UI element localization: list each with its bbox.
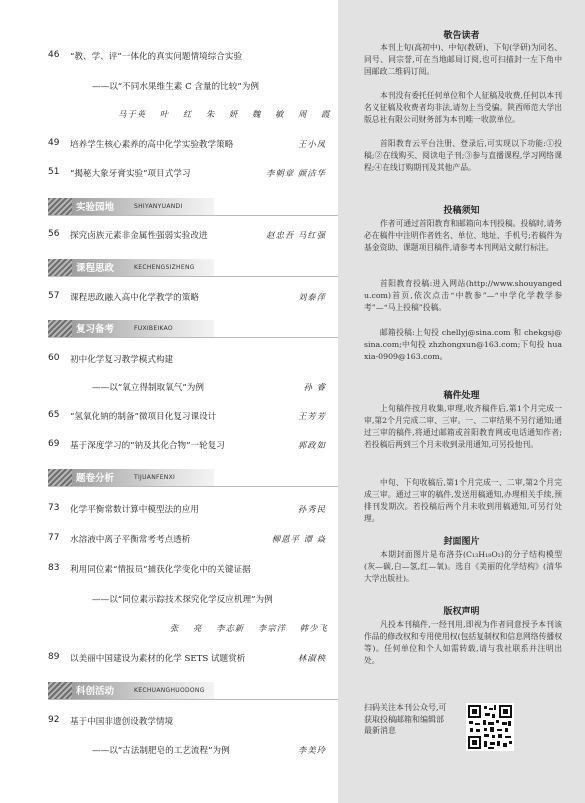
section-pinyin: KECHENGSIZHENG <box>134 264 195 271</box>
copyright-paragraph: 凡投本刊稿件,一经刊用,即视为作者同意授予本刊该作品的修改权和专用使用权(包括复制权和信息网络传播权等)。任何单位和个人如需转载,请与我社联系并注明出处。 <box>364 620 562 665</box>
section-title: 题卷分析 <box>76 473 115 484</box>
article-title: 课程思政融入高中化学教学的策略 <box>70 293 199 303</box>
submission-heading: 投稿须知 <box>443 206 480 216</box>
article-title: 基于中国非遗创设教学情境 <box>70 717 174 727</box>
submission-paragraph: 首阳教育投稿:进入网站(http://www.shouyangedu.com)首页,依次点击“中教参”—“中学化学教学参考”—“马上投稿”投稿。 <box>364 279 562 312</box>
banner-stripe <box>48 320 72 337</box>
section-title: 课程思政 <box>76 263 115 274</box>
article-author: 孙秀民 <box>297 504 326 514</box>
banner-stripe <box>48 682 72 699</box>
notice-heading: 敬告读者 <box>443 31 480 41</box>
notice-paragraph: 本刊没有委托任何单位和个人征稿及收费,任何以本刊名义征稿及收费者均非法,请勿上当受骗。陕西师范大学出版总社有限公司财务部为本刊唯一收款单位。 <box>364 91 562 124</box>
submission-paragraph: 作者可通过首阳教育和邮箱向本刊投稿。投稿时,请务必在稿件中注明作者姓名、单位、地址、手机号;若稿件为基金资助、课题项目稿件,请参考本刊网站文献行标注。 <box>364 219 562 252</box>
article-author: 林淑秧 <box>297 653 326 663</box>
article-author: 赵忠吾 马红强 <box>266 230 326 240</box>
section-pinyin: FUXIBEIKAO <box>134 325 173 332</box>
article-title: 利用同位素“情报员”捕获化学变化中的关键证据 <box>70 565 251 575</box>
article-title: 水溶液中离子平衡常考考点透析 <box>70 535 191 545</box>
notice-paragraph: 首阳教育云平台注册、登录后,可实现以下功能:①投稿;②在线购买、阅读电子刊;③参与直播课程,学习网络课程;④在线订购期刊及其他产品。 <box>364 139 562 172</box>
article-title: 培养学生核心素养的高中化学实验教学策略 <box>70 140 234 150</box>
copyright-heading: 版权声明 <box>443 607 480 617</box>
page-number: 51 <box>48 167 60 177</box>
section-title: 复习备考 <box>76 324 115 335</box>
notice-paragraph: 本刊上旬(高初中)、中旬(教研)、下旬(学研)为同名、同号、同宗誉,可在当地邮局订阅,也可扫描封一左下角中国邮政二维码订阅。 <box>364 43 562 76</box>
article-title: “揭秘大象牙膏实验”项目式学习 <box>70 169 191 179</box>
qr-code-icon[interactable] <box>466 703 514 751</box>
article-author: 刘泰萍 <box>297 292 326 302</box>
section-banner <box>48 469 214 486</box>
page-number: 56 <box>48 229 60 239</box>
article-title: 基于深度学习的“钠及其化合物”一轮复习 <box>70 441 225 451</box>
article-authors: 马于英 叶 红 朱 妍 魏 敏 周 霞 <box>118 109 331 119</box>
page-number: 49 <box>48 138 60 148</box>
section-pinyin: SHIYANYUANDI <box>134 203 183 210</box>
article-author: 李朝章 颜洁华 <box>266 168 326 178</box>
qr-caption: 扫码关注本刊公众号,可获取投稿邮箱和编辑部最新消息 <box>364 703 447 735</box>
section-pinyin: TIJUANFENXI <box>134 474 176 481</box>
article-subtitle: ——以“氧立得制取氧气”为例 <box>92 383 204 393</box>
article-authors: 张 亮 李志新 李宗洋 韩少飞 <box>170 623 328 633</box>
page-number: 65 <box>48 410 60 420</box>
article-title: “氢氧化钠的制备”微项目化复习课设计 <box>70 412 217 422</box>
article-title: “教、学、评”一体化的真实问题情境综合实验 <box>70 52 243 62</box>
article-author: 王芳芳 <box>297 411 326 421</box>
page-number: 46 <box>48 50 60 60</box>
article-author: 李美玲 <box>297 745 326 755</box>
section-banner <box>48 198 214 215</box>
section-banner <box>48 259 214 276</box>
notice-sidebar <box>338 0 585 803</box>
page-number: 69 <box>48 439 60 449</box>
article-author: 郭政如 <box>297 440 326 450</box>
section-title: 科创活动 <box>76 686 115 697</box>
page-number: 89 <box>48 652 60 662</box>
processing-heading: 稿件处理 <box>443 391 480 401</box>
article-title: 初中化学复习教学模式构建 <box>70 355 174 365</box>
cover-heading: 封面图片 <box>443 537 480 547</box>
article-title: 化学平衡常数计算中模型法的应用 <box>70 505 199 515</box>
page-number: 60 <box>48 353 60 363</box>
page-number: 77 <box>48 533 60 543</box>
section-title: 实验园地 <box>76 202 115 213</box>
page-number: 73 <box>48 503 60 513</box>
article-title: 探究卤族元素非金属性强弱实验改进 <box>70 231 208 241</box>
section-banner <box>48 320 214 337</box>
section-banner <box>48 682 214 699</box>
cover-paragraph: 本期封面图片是布洛芬(C₁₃H₁₈O₂)的分子结构模型(灰—碳,白—氢,红—氧)。选自《美丽的化学结构》(清华大学出版社)。 <box>364 550 562 583</box>
page-number: 92 <box>48 715 60 725</box>
section-pinyin: KECHUANGHUODONG <box>134 687 205 694</box>
article-subtitle: ——以“不同水果维生素 C 含量的比较”为例 <box>92 82 259 92</box>
article-subtitle: ——以“同位素示踪技术探究化学反应机理”为例 <box>92 595 273 605</box>
article-author: 孙 睿 <box>303 382 326 392</box>
banner-stripe <box>48 198 72 215</box>
banner-stripe <box>48 469 72 486</box>
article-title: 以美丽中国建设为素材的化学 SETS 试题赏析 <box>70 654 246 664</box>
processing-paragraph: 上旬稿件按月收集,审理,收齐稿件后,第1个月完成一审,第2个月完成二审、三审。一、二审结果不另行通知;通过三审的稿件,将通过邮箱或首阳教育网或电话通知作者;若投稿后两到三个月未收到录用通知,可另投他刊。 <box>364 404 562 449</box>
article-author: 柳恩平 谭 焱 <box>271 534 326 544</box>
processing-paragraph: 中旬、下旬收稿后,第1个月完成一、二审,第2个月完成三审。通过三审的稿件,发送用稿通知,办理相关手续,预排刊发期次。若投稿后两个月未收到用稿通知,可另行处理。 <box>364 478 562 523</box>
submission-paragraph: 邮箱投稿:上旬投 chellyj@sina.com 和 chekgsj@sina.com;中旬投 zhzhongxun@163.com;下旬投 huaxia-0909@163.com。 <box>364 328 562 361</box>
page-number: 57 <box>48 291 60 301</box>
banner-stripe <box>48 259 72 276</box>
article-author: 王小凤 <box>297 139 326 149</box>
page-number: 83 <box>48 563 60 573</box>
article-subtitle: ——以“古法制肥皂的工艺流程”为例 <box>92 746 230 756</box>
